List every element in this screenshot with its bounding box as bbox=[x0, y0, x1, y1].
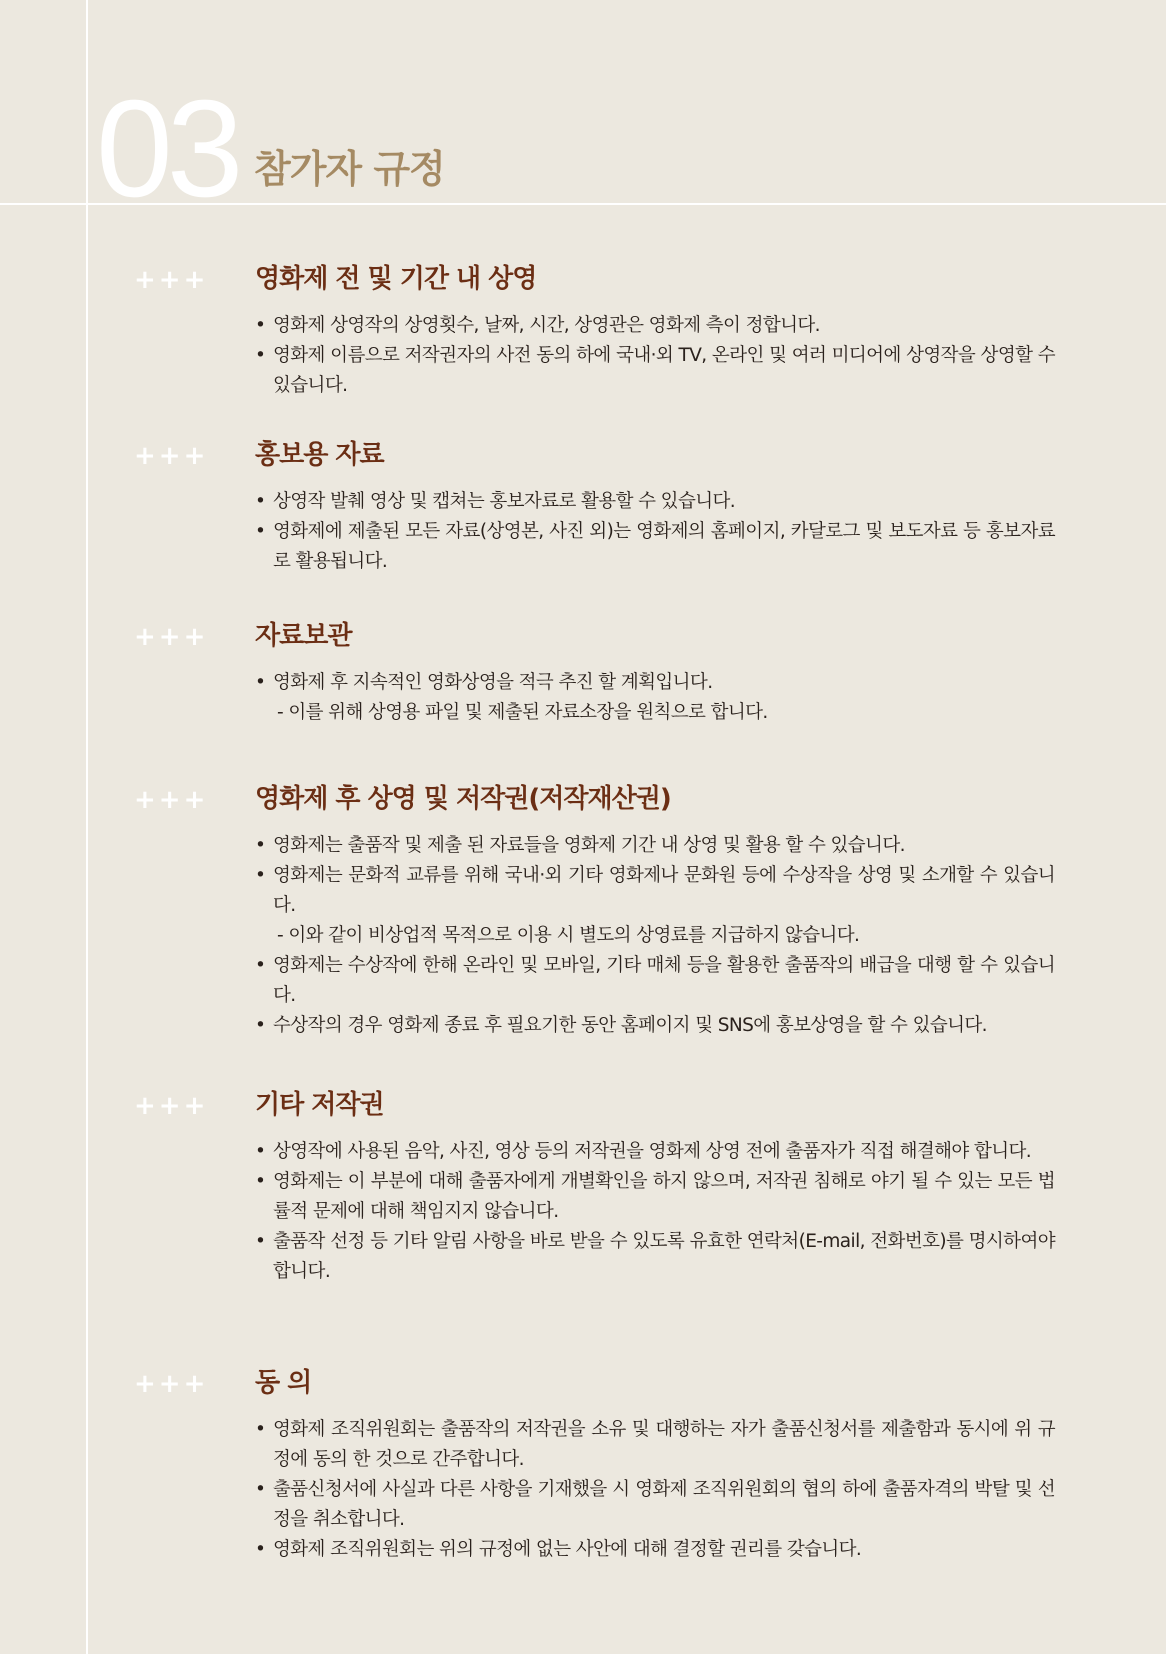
section-title: 기타 저작권 bbox=[255, 1090, 384, 1120]
section-title: 동 의 bbox=[255, 1368, 312, 1398]
list-item bbox=[255, 487, 1055, 517]
plus-decoration-icon: +++ bbox=[134, 1369, 209, 1399]
plus-decoration-icon: +++ bbox=[134, 265, 209, 295]
bullet-icon: • bbox=[255, 345, 266, 366]
item-text: 영화제 후 지속적인 영화상영을 적극 추진 할 계획입니다. bbox=[273, 672, 713, 693]
page-title: 참가자 규정 bbox=[254, 147, 445, 191]
item-text: 영화제 이름으로 저작권자의 사전 동의 하에 국내·외 TV, 온라인 및 여러 미디어에 상영작을 상영할 수 있습니다. bbox=[273, 345, 1055, 396]
section-items bbox=[255, 487, 1055, 577]
bullet-icon: • bbox=[255, 955, 266, 976]
item-text: 영화제는 출품작 및 제출 된 자료들을 영화제 기간 내 상영 및 활용 할 수 있습니다. bbox=[273, 835, 905, 856]
item-text: 출품신청서에 사실과 다른 사항을 기재했을 시 영화제 조직위원회의 협의 하에 출품자격의 박탈 및 선정을 취소합니다. bbox=[273, 1479, 1055, 1530]
bullet-icon: • bbox=[255, 1231, 266, 1252]
bullet-icon: • bbox=[255, 1419, 266, 1440]
list-item bbox=[255, 1137, 1055, 1167]
bullet-icon: • bbox=[255, 315, 266, 336]
bullet-icon: • bbox=[255, 1171, 266, 1192]
list-item bbox=[255, 1535, 1055, 1565]
section-items bbox=[255, 831, 1055, 1041]
bullet-icon: • bbox=[255, 1479, 266, 1500]
list-item bbox=[255, 341, 1055, 401]
item-text: 상영작에 사용된 음악, 사진, 영상 등의 저작권을 영화제 상영 전에 출품자가 직접 해결해야 합니다. bbox=[273, 1141, 1032, 1162]
list-item bbox=[255, 1415, 1055, 1475]
bullet-icon: • bbox=[255, 865, 266, 886]
plus-decoration-icon: +++ bbox=[134, 441, 209, 471]
list-item bbox=[255, 831, 1055, 861]
plus-decoration-icon: +++ bbox=[134, 622, 209, 652]
bullet-icon: • bbox=[255, 1015, 266, 1036]
section-title: 영화제 후 상영 및 저작권(저작재산권) bbox=[255, 784, 671, 814]
plus-decoration-icon: +++ bbox=[134, 785, 209, 815]
bullet-icon: • bbox=[255, 835, 266, 856]
list-item bbox=[255, 1167, 1055, 1227]
item-text: 영화제 조직위원회는 출품작의 저작권을 소유 및 대행하는 자가 출품신청서를 제출함과 동시에 위 규정에 동의 한 것으로 간주합니다. bbox=[273, 1419, 1055, 1470]
item-text: 출품작 선정 등 기타 알림 사항을 바로 받을 수 있도록 유효한 연락처(E-mail, 전화번호)를 명시하여야 합니다. bbox=[273, 1231, 1055, 1282]
list-item bbox=[255, 951, 1055, 1011]
list-item bbox=[255, 861, 1055, 921]
list-item bbox=[255, 1227, 1055, 1287]
item-text: 영화제는 문화적 교류를 위해 국내·외 기타 영화제나 문화원 등에 수상작을 상영 및 소개할 수 있습니다. bbox=[273, 865, 1055, 916]
list-item bbox=[255, 517, 1055, 577]
bullet-icon: • bbox=[255, 491, 266, 512]
list-item bbox=[255, 1475, 1055, 1535]
list-item bbox=[255, 668, 1055, 698]
item-text: 영화제 상영작의 상영횟수, 날짜, 시간, 상영관은 영화제 측이 정합니다. bbox=[273, 315, 820, 336]
section-items bbox=[255, 1137, 1055, 1287]
plus-decoration-icon: +++ bbox=[134, 1091, 209, 1121]
section-title: 홍보용 자료 bbox=[255, 440, 384, 470]
item-text: 영화제는 수상작에 한해 온라인 및 모바일, 기타 매체 등을 활용한 출품작의 배급을 대행 할 수 있습니다. bbox=[273, 955, 1055, 1006]
list-item bbox=[255, 311, 1055, 341]
vertical-divider-line bbox=[86, 0, 88, 1654]
chapter-number: 03 bbox=[96, 72, 238, 226]
section-title: 영화제 전 및 기간 내 상영 bbox=[255, 264, 537, 294]
bullet-icon: • bbox=[255, 1539, 266, 1560]
section-items bbox=[255, 311, 1055, 401]
bullet-icon: • bbox=[255, 672, 266, 693]
section-items bbox=[255, 1415, 1055, 1565]
section-title: 자료보관 bbox=[255, 621, 352, 651]
item-text: 영화제에 제출된 모든 자료(상영본, 사진 외)는 영화제의 홈페이지, 카달로그 및 보도자료 등 홍보자료로 활용됩니다. bbox=[273, 521, 1055, 572]
sub-list-item: - 이와 같이 비상업적 목적으로 이용 시 별도의 상영료를 지급하지 않습니다. bbox=[277, 925, 860, 946]
bullet-icon: • bbox=[255, 521, 266, 542]
item-text: 상영작 발췌 영상 및 캡쳐는 홍보자료로 활용할 수 있습니다. bbox=[273, 491, 736, 512]
sub-list-item: - 이를 위해 상영용 파일 및 제출된 자료소장을 원칙으로 합니다. bbox=[277, 702, 768, 723]
bullet-icon: • bbox=[255, 1141, 266, 1162]
section-items bbox=[255, 668, 1055, 728]
item-text: 수상작의 경우 영화제 종료 후 필요기한 동안 홈페이지 및 SNS에 홍보상영을 할 수 있습니다. bbox=[273, 1015, 987, 1036]
item-text: 영화제 조직위원회는 위의 규정에 없는 사안에 대해 결정할 권리를 갖습니다. bbox=[273, 1539, 862, 1560]
list-item bbox=[255, 1011, 1055, 1041]
item-text: 영화제는 이 부분에 대해 출품자에게 개별확인을 하지 않으며, 저작권 침해로 야기 될 수 있는 모든 법률적 문제에 대해 책임지지 않습니다. bbox=[273, 1171, 1055, 1222]
